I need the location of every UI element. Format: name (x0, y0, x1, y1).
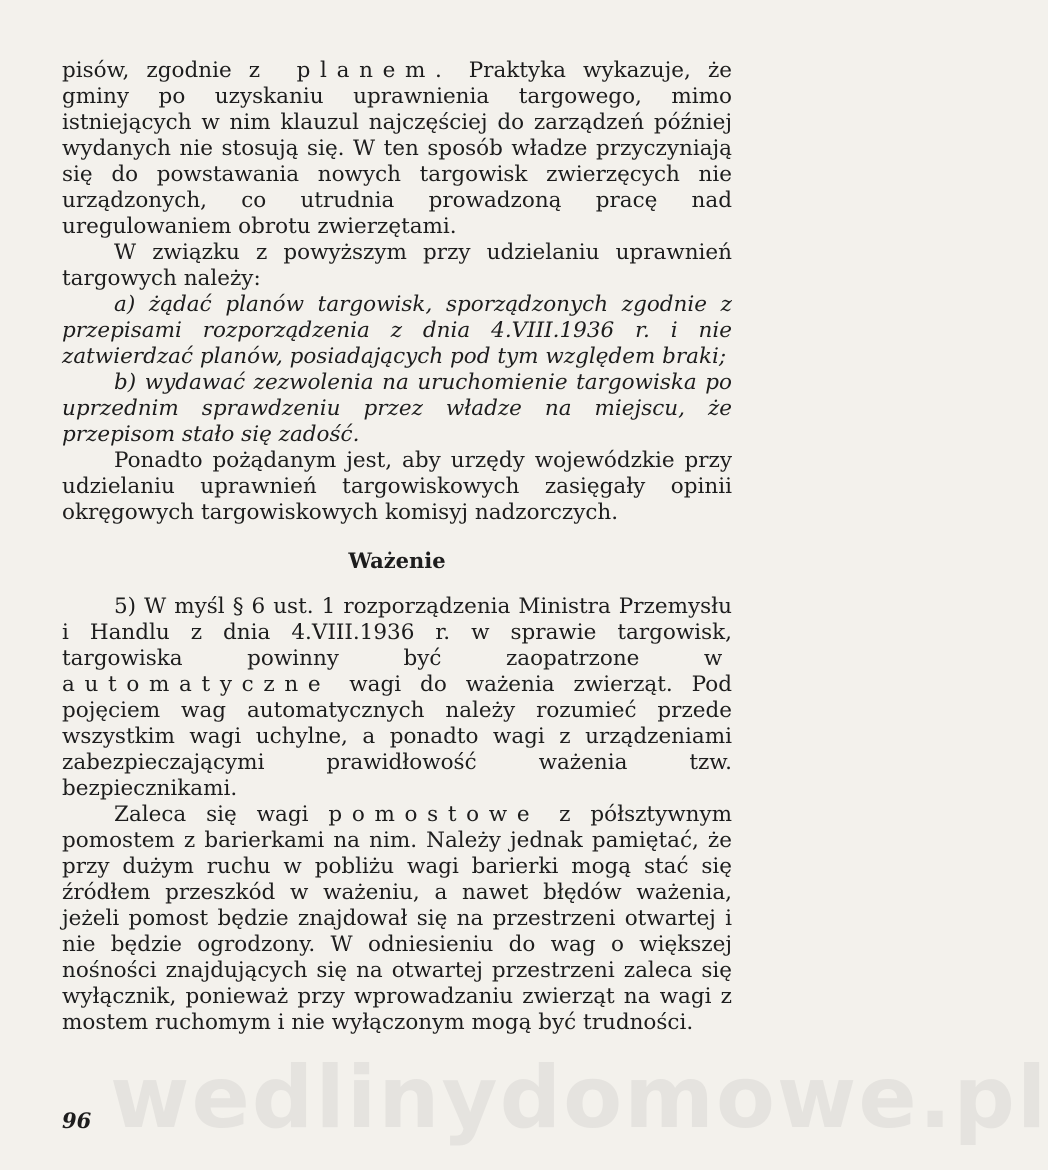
paragraph-platform-scales: Zaleca się wagi pomostowe z półsztywnym pomostem z barierkami na nim. Należy jednak pamiętać, że przy dużym ruchu w pobliżu wagi barierki mogą stać się źródłem przeszkód w ważeniu, a nawet błędów ważenia, jeżeli pomost będzie znajdował się na przestrzeni otwartej i nie będzie ogrodzony. W odniesieniu do wag o większej nośności znajdujących się na otwartej przestrzeni zaleca się wyłącznik, ponieważ przy wprowadzaniu zwierząt na wagi z mostem ruchomym i nie wyłączonym mogą być trudności. (62, 802, 732, 1035)
list-item-a: a) żądać planów targowisk, sporządzonych zgodnie z przepisami rozporządzenia z dnia 4.VIII.1936 r. i nie zatwierdzać planów, posiadających pod tym względem braki; (62, 292, 732, 369)
section-heading: Ważenie (348, 548, 446, 573)
spaced-emphasis: z planem. (248, 58, 452, 83)
watermark: wedlinydomowe.pl (110, 1048, 1048, 1148)
spaced-emphasis: w automatyczne (62, 646, 732, 697)
paragraph-scales: 5) W myśl § 6 ust. 1 rozporządzenia Ministra Przemysłu i Handlu z dnia 4.VIII.1936 r. w sprawie targowisk, targowiska powinny być zaopatrzone w automatyczne wagi do ważenia zwierząt. Pod pojęciem wag automatycznych należy rozumieć przede wszystkim wagi uchylne, a ponadto wagi z urządzeniami zabezpieczającymi prawidłowość ważenia tzw. bezpiecznikami. (62, 594, 732, 801)
page-number: 96 (62, 1108, 92, 1133)
spaced-emphasis: pomostowe (328, 802, 540, 827)
list-item-b: b) wydawać zezwolenia na uruchomienie targowiska po uprzednim sprawdzeniu przez władze na miejscu, że przepisom stało się zadość. (62, 370, 732, 447)
paragraph-opinion: Ponadto pożądanym jest, aby urzędy wojewódzkie przy udzielaniu uprawnień targowiskowych zasięgały opinii okręgowych targowiskowych komisyj nadzorczych. (62, 448, 732, 525)
paragraph-intro: pisów, zgodnie z planem. Praktyka wykazuje, że gminy po uzyskaniu uprawnienia targowego, mimo istniejących w nim klauzul najczęściej do zarządzeń później wydanych nie stosują się. W ten sposób władze przyczyniają się do powstawania nowych targowisk zwierzęcych nie urządzonych, co utrudnia prowadzoną pracę nad uregulowaniem obrotu zwierzętami. (62, 58, 732, 239)
paragraph-requirements: W związku z powyższym przy udzielaniu uprawnień targowych należy: (62, 240, 732, 291)
page-body (62, 58, 732, 1036)
